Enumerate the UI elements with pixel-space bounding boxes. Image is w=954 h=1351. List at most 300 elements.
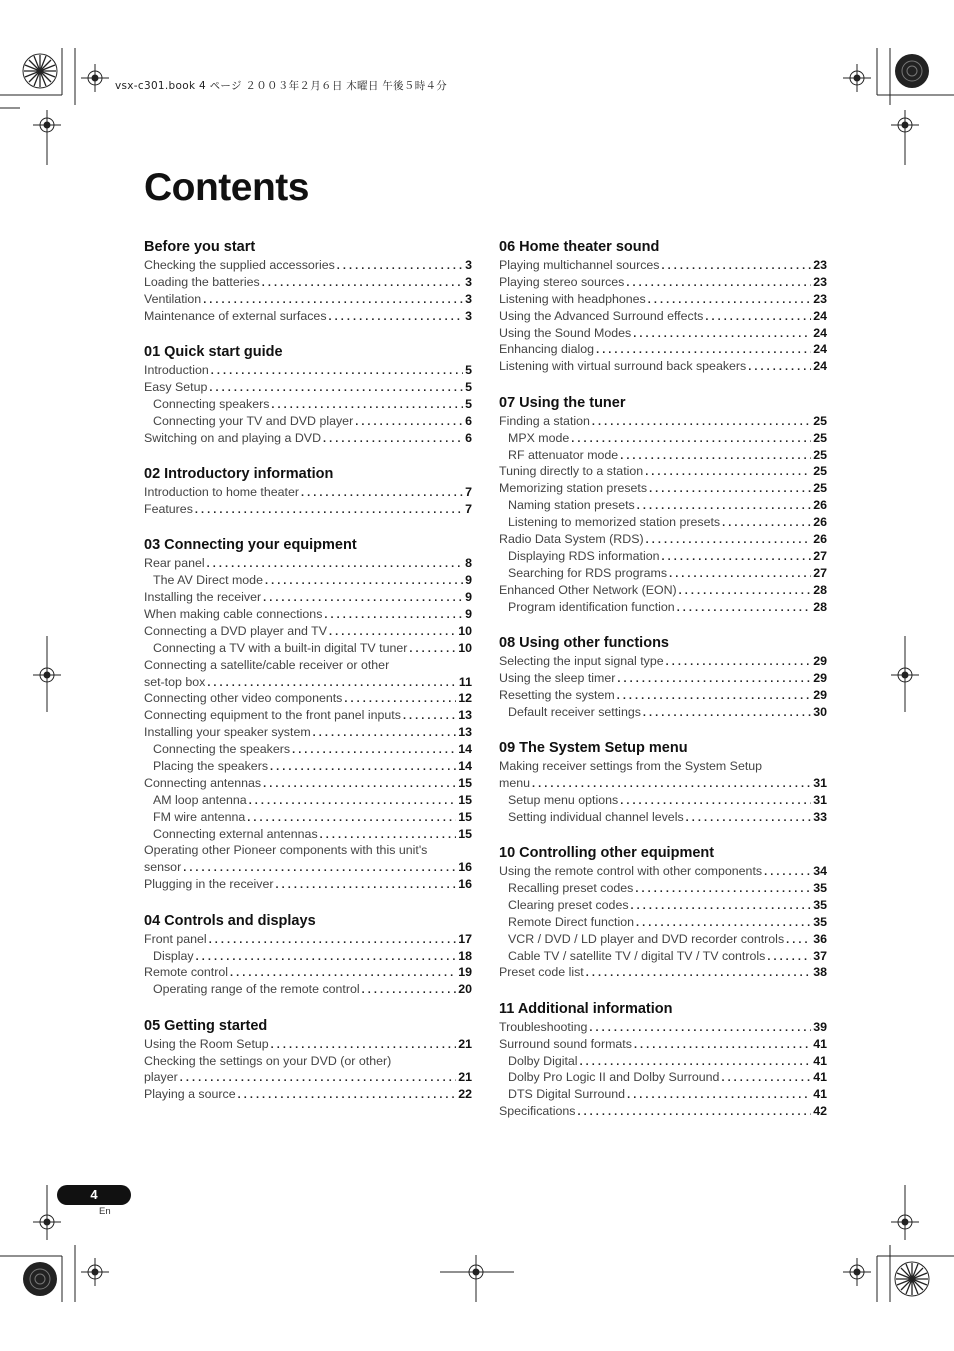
toc-entry[interactable] — [499, 863, 827, 880]
toc-entry-text: Searching for RDS programs — [508, 565, 668, 580]
toc-page-number: 39 — [813, 1019, 827, 1034]
toc-subentry[interactable] — [499, 792, 827, 809]
toc-subentry[interactable] — [144, 572, 472, 589]
toc-entry[interactable] — [144, 430, 472, 447]
dot-leader — [313, 725, 457, 742]
dot-leader — [262, 275, 463, 292]
toc-entry-text: sensor — [144, 860, 182, 875]
toc-subentry[interactable] — [499, 548, 827, 565]
toc-page-number: 36 — [813, 931, 827, 946]
toc-page-number: 31 — [813, 792, 827, 807]
toc-entry-text: Clearing preset codes — [508, 897, 629, 912]
toc-page-number: 29 — [813, 670, 827, 685]
dot-leader — [196, 949, 457, 966]
toc-entry-text: Tuning directly to a station — [499, 464, 644, 479]
toc-section — [144, 465, 472, 518]
toc-page-number: 25 — [813, 413, 827, 428]
toc-page-number: 28 — [813, 599, 827, 614]
toc-page-number: 42 — [813, 1104, 827, 1119]
toc-entry[interactable] — [499, 653, 827, 670]
dot-leader — [589, 1020, 811, 1037]
toc-entry-text: Selecting the input signal type — [499, 653, 664, 668]
toc-subentry[interactable] — [499, 809, 827, 826]
dot-leader — [209, 932, 457, 949]
toc-entry-text: Resetting the system — [499, 687, 615, 702]
toc-entry[interactable] — [499, 274, 827, 291]
toc-entry-text: Listening to memorized station presets — [508, 515, 721, 530]
toc-section-title: 01 Quick start guide — [144, 344, 283, 361]
toc-page-number: 31 — [813, 775, 827, 790]
toc-subentry[interactable] — [499, 447, 827, 464]
dot-leader — [403, 708, 456, 725]
toc-entry[interactable] — [499, 257, 827, 274]
toc-entry[interactable] — [144, 775, 472, 792]
toc-entry[interactable] — [499, 531, 827, 548]
toc-page-number: 38 — [813, 965, 827, 980]
dot-leader — [767, 949, 811, 966]
toc-entry-text: Playing multichannel sources — [499, 258, 660, 272]
dot-leader — [209, 380, 463, 397]
toc-entry[interactable] — [499, 1103, 827, 1120]
toc-subentry[interactable] — [144, 792, 472, 809]
toc-entry[interactable] — [144, 859, 472, 876]
toc-page-number: 9 — [465, 573, 472, 588]
toc-entry[interactable] — [144, 589, 472, 606]
toc-entry-text: VCR / DVD / LD player and DVD recorder controls — [508, 931, 785, 946]
toc-subentry[interactable] — [499, 599, 827, 616]
toc-entry-text: Dolby Digital — [508, 1053, 578, 1068]
toc-section — [499, 844, 827, 981]
toc-entry[interactable] — [144, 1053, 472, 1070]
toc-column-left — [144, 238, 472, 1122]
dot-leader — [292, 742, 456, 759]
toc-page-number: 20 — [458, 982, 472, 997]
toc-entry-text: Operating range of the remote control — [153, 982, 360, 997]
toc-page-number: 23 — [813, 274, 827, 289]
dot-leader — [677, 600, 812, 617]
dot-leader — [636, 915, 811, 932]
toc-page-number: 23 — [813, 291, 827, 306]
toc-page-number: 5 — [465, 379, 472, 394]
toc-entry[interactable] — [499, 1036, 827, 1053]
toc-entry-text: Listening with virtual surround back speakers — [499, 359, 747, 374]
toc-page-number: 14 — [458, 758, 472, 773]
toc-entry-text: Introduction — [144, 363, 209, 378]
toc-page-number: 3 — [465, 291, 472, 306]
toc-entry-text: Connecting your TV and DVD player — [153, 413, 354, 428]
toc-entry-text: Remote Direct function — [508, 914, 635, 929]
toc-entry[interactable] — [144, 623, 472, 640]
toc-section-title: 08 Using other functions — [499, 634, 669, 651]
dot-leader — [329, 309, 464, 326]
toc-entry[interactable] — [144, 291, 472, 308]
toc-entry-text: Preset code list — [499, 965, 584, 980]
toc-subentry[interactable] — [144, 809, 472, 826]
toc-entry[interactable] — [499, 964, 827, 981]
dot-leader — [211, 363, 463, 380]
toc-page-number: 15 — [458, 826, 472, 841]
toc-page-number: 15 — [458, 792, 472, 807]
dot-leader — [532, 776, 811, 793]
toc-entry[interactable] — [499, 582, 827, 599]
toc-entry[interactable] — [499, 775, 827, 792]
dot-leader — [577, 1104, 811, 1121]
dot-leader — [301, 485, 463, 502]
toc-page-number: 18 — [458, 948, 472, 963]
toc-entry[interactable] — [499, 758, 827, 775]
toc-entry-text: Connecting a satellite/cable receiver or other — [144, 657, 390, 672]
toc-entry-text: Displaying RDS information — [508, 548, 660, 563]
dot-leader — [635, 881, 811, 898]
toc-entry-text: Dolby Pro Logic II and Dolby Surround — [508, 1070, 720, 1085]
toc-entry-text: Checking the settings on your DVD (or other) — [144, 1053, 392, 1068]
toc-section — [144, 238, 472, 325]
toc-entry[interactable] — [499, 358, 827, 375]
toc-entry[interactable] — [499, 308, 827, 325]
toc-entry-text: Front panel — [144, 931, 207, 946]
toc-entry-text: Using the Sound Modes — [499, 325, 632, 340]
toc-entry-text: Enhancing dialog — [499, 342, 595, 357]
dot-leader — [409, 641, 456, 658]
toc-entry[interactable] — [499, 1019, 827, 1036]
toc-entry[interactable] — [144, 964, 472, 981]
toc-entry[interactable] — [499, 325, 827, 342]
toc-page-number: 17 — [458, 931, 472, 946]
toc-subentry[interactable] — [144, 758, 472, 775]
dot-leader — [344, 691, 456, 708]
toc-section-title: 09 The System Setup menu — [499, 739, 688, 756]
toc-subentry[interactable] — [499, 514, 827, 531]
toc-section — [144, 536, 472, 893]
toc-section-title: Before you start — [144, 239, 256, 255]
toc-page-number: 34 — [813, 864, 827, 879]
dot-leader — [249, 793, 457, 810]
toc-page-number: 27 — [813, 565, 827, 580]
toc-entry-text: Enhanced Other Network (EON) — [499, 582, 677, 597]
toc-entry[interactable] — [144, 555, 472, 572]
toc-entry-text: Connecting external antennas — [153, 826, 318, 841]
toc-entry-text: player — [144, 1070, 178, 1085]
dot-leader — [643, 705, 811, 722]
toc-page-number: 5 — [465, 396, 472, 411]
toc-page-number: 13 — [458, 708, 472, 723]
toc-page-number: 24 — [813, 342, 827, 357]
toc-section — [499, 394, 827, 616]
toc-entry-text: Using the sleep timer — [499, 670, 616, 685]
toc-entry-text: Playing a source — [144, 1087, 236, 1102]
toc-section — [144, 343, 472, 446]
toc-entry[interactable] — [144, 876, 472, 893]
toc-section — [499, 238, 827, 375]
toc-subentry[interactable] — [144, 826, 472, 843]
toc-page-number: 3 — [465, 258, 472, 272]
toc-entry[interactable] — [499, 480, 827, 497]
dot-leader — [722, 515, 811, 532]
toc-entry[interactable] — [144, 657, 472, 674]
toc-subentry[interactable] — [499, 497, 827, 514]
toc-page-number: 25 — [813, 481, 827, 496]
toc-page-number: 26 — [813, 515, 827, 530]
toc-entry-text: Connecting a TV with a built-in digital TV tuner — [153, 640, 408, 655]
toc-page-number: 29 — [813, 653, 827, 668]
toc-entry-text: Installing the receiver — [144, 590, 262, 605]
toc-entry-text: Radio Data System (RDS) — [499, 531, 644, 546]
dot-leader — [203, 292, 463, 309]
toc-entry-text: Installing your speaker system — [144, 725, 311, 740]
toc-page-number: 15 — [458, 809, 472, 824]
toc-entry-text: Naming station presets — [508, 498, 635, 513]
toc-page-number: 27 — [813, 548, 827, 563]
toc-subentry[interactable] — [144, 741, 472, 758]
toc-page-number: 10 — [458, 623, 472, 638]
toc-subentry[interactable] — [499, 914, 827, 931]
toc-page-number: 19 — [458, 965, 472, 980]
toc-entry-text: Remote control — [144, 965, 229, 980]
toc-entry-text: Finding a station — [499, 413, 590, 428]
toc-page-number: 7 — [465, 485, 472, 500]
page-title: Contents — [144, 166, 309, 209]
toc-entry-text: Default receiver settings — [508, 704, 641, 719]
toc-page-number: 25 — [813, 430, 827, 445]
toc-subentry[interactable] — [499, 880, 827, 897]
dot-leader — [631, 898, 812, 915]
toc-entry[interactable] — [144, 707, 472, 724]
toc-section-title: 03 Connecting your equipment — [144, 537, 357, 554]
toc-page-number: 24 — [813, 325, 827, 340]
toc-entry-text: Setup menu options — [508, 792, 619, 807]
toc-entry-text: Playing stereo sources — [499, 274, 625, 289]
toc-page-number: 3 — [465, 308, 472, 323]
toc-page-number: 16 — [458, 860, 472, 875]
dot-leader — [183, 860, 456, 877]
toc-entry-text: Switching on and playing a DVD — [144, 430, 322, 445]
toc-entry-text: AM loop antenna — [153, 792, 247, 807]
toc-entry[interactable] — [144, 690, 472, 707]
dot-leader — [620, 793, 811, 810]
dot-leader — [596, 342, 811, 359]
toc-subentry[interactable] — [499, 565, 827, 582]
toc-entry[interactable] — [144, 1036, 472, 1053]
toc-subentry[interactable] — [499, 430, 827, 447]
dot-leader — [180, 1070, 456, 1087]
toc-page-number: 21 — [458, 1036, 472, 1051]
toc-entry[interactable] — [144, 362, 472, 379]
toc-subentry[interactable] — [144, 396, 472, 413]
dot-leader — [323, 431, 463, 448]
dot-leader — [592, 414, 811, 431]
toc-page-number: 41 — [813, 1036, 827, 1051]
toc-page-number: 3 — [465, 274, 472, 289]
toc-entry[interactable] — [499, 687, 827, 704]
toc-entry[interactable] — [144, 842, 472, 859]
toc-entry-text: Connecting antennas — [144, 775, 262, 790]
toc-entry-text: Rear panel — [144, 556, 205, 571]
toc-page-number: 26 — [813, 498, 827, 513]
toc-section — [499, 739, 827, 826]
toc-entry-text: Loading the batteries — [144, 274, 260, 289]
toc-entry-text: Features — [144, 501, 193, 516]
toc-entry-text: Listening with headphones — [499, 291, 646, 306]
page-language-label: En — [99, 1206, 111, 1217]
toc-page-number: 24 — [813, 359, 827, 374]
toc-section — [144, 1017, 472, 1104]
dot-leader — [586, 965, 811, 982]
dot-leader — [355, 414, 463, 431]
toc-page-number: 41 — [813, 1053, 827, 1068]
toc-entry[interactable] — [499, 670, 827, 687]
toc-entry-text: Connecting speakers — [153, 396, 270, 411]
toc-entry-text: The AV Direct mode — [153, 573, 263, 588]
toc-page-number: 22 — [458, 1087, 472, 1102]
dot-leader — [271, 1037, 457, 1054]
toc-entry-text: FM wire antenna — [153, 809, 246, 824]
toc-entry-text: Using the remote control with other components — [499, 864, 763, 879]
toc-entry[interactable] — [144, 1069, 472, 1086]
toc-page-number: 8 — [465, 556, 472, 571]
toc-entry-text: Connecting a DVD player and TV — [144, 623, 327, 638]
toc-entry-text: Easy Setup — [144, 379, 208, 394]
toc-entry[interactable] — [144, 724, 472, 741]
toc-entry-text: Program identification function — [508, 599, 675, 614]
dot-leader — [362, 982, 457, 999]
dot-leader — [571, 431, 811, 448]
toc-entry-text: menu — [499, 775, 530, 790]
dot-leader — [662, 549, 812, 566]
toc-entry-text: Using the Advanced Surround effects — [499, 308, 704, 323]
toc-entry[interactable] — [499, 413, 827, 430]
toc-entry[interactable] — [144, 274, 472, 291]
toc-entry[interactable] — [144, 501, 472, 518]
toc-entry-text: DTS Digital Surround — [508, 1087, 626, 1102]
dot-leader — [276, 877, 457, 894]
dot-leader — [669, 566, 811, 583]
page-number-badge: 4 — [57, 1185, 131, 1205]
dot-leader — [263, 776, 456, 793]
toc-entry[interactable] — [144, 931, 472, 948]
toc-subentry[interactable] — [499, 1086, 827, 1103]
toc-page-number: 5 — [465, 363, 472, 378]
toc-page-number: 41 — [813, 1087, 827, 1102]
toc-section — [499, 1000, 827, 1120]
toc-entry[interactable] — [144, 606, 472, 623]
dot-leader — [263, 590, 463, 607]
toc-page-number: 13 — [458, 725, 472, 740]
toc-entry-text: Using the Room Setup — [144, 1036, 269, 1051]
dot-leader — [627, 1087, 811, 1104]
toc-entry-text: Maintenance of external surfaces — [144, 308, 327, 323]
toc-entry-text: Placing the speakers — [153, 758, 269, 773]
toc-subentry[interactable] — [499, 948, 827, 965]
toc-entry-text: Cable TV / satellite TV / digital TV / TV controls — [508, 948, 766, 963]
toc-entry-text: MPX mode — [508, 430, 570, 445]
dot-leader — [634, 1037, 811, 1054]
dot-leader — [324, 607, 463, 624]
toc-entry-text: Surround sound formats — [499, 1036, 632, 1051]
toc-page-number: 9 — [465, 606, 472, 621]
toc-page-number: 21 — [458, 1070, 472, 1085]
toc-section-title: 07 Using the tuner — [499, 394, 626, 411]
toc-page-number: 11 — [458, 674, 472, 689]
dot-leader — [645, 464, 811, 481]
toc-subentry[interactable] — [144, 948, 472, 965]
toc-entry-text: Connecting the speakers — [153, 742, 291, 757]
toc-subentry[interactable] — [499, 704, 827, 721]
toc-entry-text: Connecting equipment to the front panel inputs — [144, 708, 401, 723]
print-file-info: vsx-c301.book 4 ページ ２００３年２月６日 木曜日 午後５時４分 — [115, 80, 448, 92]
dot-leader — [686, 810, 812, 827]
toc-entry-text: When making cable connections — [144, 606, 323, 621]
toc-entry-text: Operating other Pioneer components with this unit's — [144, 843, 428, 858]
toc-entry-text: Introduction to home theater — [144, 485, 299, 500]
toc-page-number: 10 — [458, 640, 472, 655]
toc-entry-text: Connecting other video components — [144, 691, 343, 706]
dot-leader — [633, 326, 811, 343]
toc-entry-text: Display — [153, 948, 194, 963]
toc-entry[interactable] — [144, 308, 472, 325]
toc-entry[interactable] — [499, 463, 827, 480]
toc-section — [499, 634, 827, 721]
toc-section-title: 10 Controlling other equipment — [499, 845, 715, 862]
dot-leader — [679, 583, 812, 600]
toc-section-title: 11 Additional information — [499, 1000, 673, 1017]
dot-leader — [620, 448, 811, 465]
dot-leader — [626, 275, 811, 292]
dot-leader — [617, 688, 812, 705]
toc-page-number: 23 — [813, 258, 827, 272]
toc-entry-text: Recalling preset codes — [508, 880, 634, 895]
toc-entry[interactable] — [144, 379, 472, 396]
toc-entry[interactable] — [144, 484, 472, 501]
toc-page-number: 15 — [458, 775, 472, 790]
toc-page-number: 7 — [465, 501, 472, 516]
toc-subentry[interactable] — [144, 981, 472, 998]
toc-page-number: 16 — [458, 877, 472, 892]
dot-leader — [270, 759, 456, 776]
toc-entry[interactable] — [499, 291, 827, 308]
dot-leader — [230, 965, 456, 982]
toc-entry[interactable] — [144, 674, 472, 691]
toc-entry[interactable] — [144, 257, 472, 274]
toc-page-number: 25 — [813, 464, 827, 479]
toc-subentry[interactable] — [144, 413, 472, 430]
toc-entry[interactable] — [144, 1086, 472, 1103]
toc-subentry[interactable] — [499, 897, 827, 914]
toc-page-number: 12 — [458, 691, 472, 706]
toc-subentry[interactable] — [499, 1069, 827, 1086]
toc-page-number: 35 — [813, 914, 827, 929]
dot-leader — [661, 258, 811, 275]
toc-page-number: 35 — [813, 897, 827, 912]
dot-leader — [265, 573, 463, 590]
toc-page-number: 30 — [813, 704, 827, 719]
toc-entry-text: Memorizing station presets — [499, 481, 648, 496]
toc-subentry[interactable] — [144, 640, 472, 657]
toc-page-number: 6 — [465, 430, 472, 445]
toc-page-number: 9 — [465, 590, 472, 605]
dot-leader — [748, 359, 811, 376]
toc-subentry[interactable] — [499, 1053, 827, 1070]
toc-section-title: 05 Getting started — [144, 1017, 268, 1034]
toc-entry-text: RF attenuator mode — [508, 447, 619, 462]
toc-page-number: 41 — [813, 1070, 827, 1085]
dot-leader — [617, 671, 811, 688]
dot-leader — [637, 498, 811, 515]
toc-page-number: 24 — [813, 308, 827, 323]
toc-subentry[interactable] — [499, 931, 827, 948]
dot-leader — [337, 258, 463, 275]
toc-entry[interactable] — [499, 341, 827, 358]
toc-page-number: 37 — [813, 948, 827, 963]
